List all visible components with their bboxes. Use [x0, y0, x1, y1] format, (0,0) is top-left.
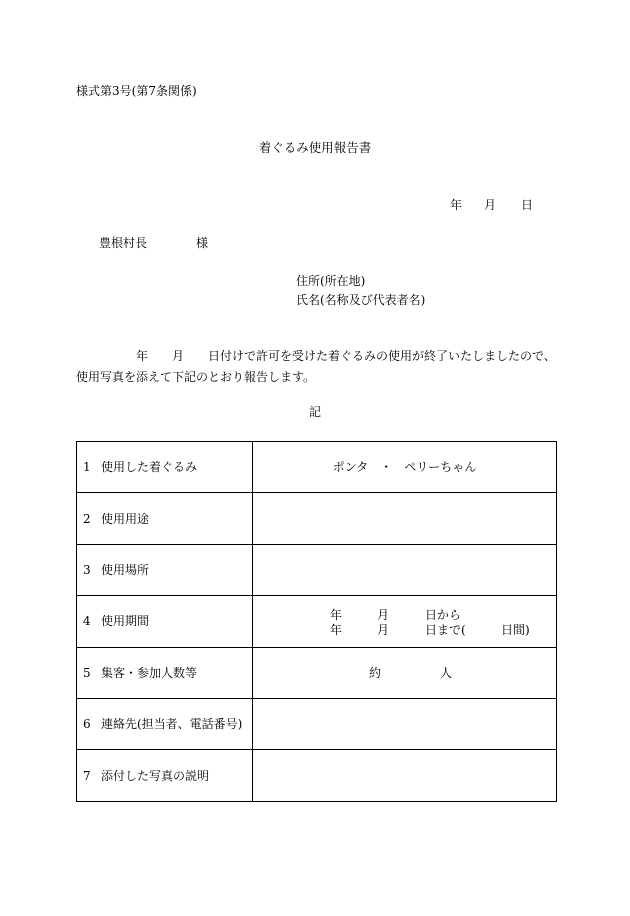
period-from-line — [253, 608, 556, 622]
row-label-attendance — [77, 647, 253, 698]
date-day-label: 日 — [521, 198, 534, 212]
body-text-line-2: 使用写真を添えて下記のとおり報告します。 — [76, 370, 316, 384]
attendance-approx: 約 — [369, 665, 382, 680]
row-label-photo — [77, 750, 253, 801]
row-number: 3 — [83, 562, 91, 577]
form-number: 様式第3号(第7条関係) — [76, 84, 197, 98]
period-from-year: 年 — [330, 608, 343, 623]
place-value-cell — [253, 544, 557, 595]
ki-label: 記 — [308, 405, 321, 419]
row-label-text: 集客・参加人数等 — [101, 665, 198, 680]
period-to-year: 年 — [330, 623, 343, 638]
period-from-day: 日から — [425, 608, 462, 623]
row-label-text: 使用場所 — [101, 562, 150, 577]
period-from-month: 月 — [377, 608, 390, 623]
contact-value-cell — [253, 698, 557, 749]
row-number: 5 — [83, 665, 91, 680]
costume-value: ポンタ ・ ペリーちゃん — [332, 460, 477, 475]
table-row — [77, 750, 557, 801]
period-to-line — [253, 623, 556, 637]
row-label-place — [77, 544, 253, 595]
row-number: 2 — [83, 511, 91, 526]
report-table — [76, 441, 557, 802]
row-label-period — [77, 596, 253, 647]
document-title: 着ぐるみ使用報告書 — [258, 140, 372, 155]
row-label-costume — [77, 442, 253, 493]
row-label-text: 使用用途 — [101, 511, 150, 526]
row-label-text: 使用した着ぐるみ — [101, 460, 198, 475]
row-label-text: 使用期間 — [101, 614, 150, 629]
table-row — [77, 647, 557, 698]
attendance-value-cell — [253, 647, 557, 698]
costume-value-cell — [253, 442, 557, 493]
period-to-month: 月 — [377, 623, 390, 638]
period-days: 日間) — [501, 623, 530, 638]
row-number: 1 — [83, 460, 91, 475]
recipient-honorific: 様 — [196, 236, 209, 250]
row-number: 6 — [83, 717, 91, 732]
table-row — [77, 493, 557, 544]
attendance-unit: 人 — [440, 665, 453, 680]
photo-value-cell — [253, 750, 557, 801]
purpose-value-cell — [253, 493, 557, 544]
date-month-label: 月 — [484, 198, 497, 212]
table-row — [77, 698, 557, 749]
body-year-label: 年 — [136, 349, 149, 363]
body-line1-rest: 日付けで許可を受けた着ぐるみの使用が終了いたしましたので、 — [208, 349, 556, 363]
table-row — [77, 544, 557, 595]
period-to-day: 日まで( — [425, 623, 466, 638]
applicant-address-label: 住所(所在地) — [296, 274, 366, 288]
body-month-label: 月 — [172, 349, 185, 363]
applicant-name-label: 氏名(名称及び代表者名) — [296, 293, 426, 307]
row-label-text: 添付した写真の説明 — [101, 768, 210, 783]
recipient-name: 豊根村長 — [99, 236, 148, 250]
period-value-cell — [253, 596, 557, 647]
row-label-contact — [77, 698, 253, 749]
row-label-text: 連絡先(担当者、電話番号) — [101, 717, 243, 732]
table-row — [77, 442, 557, 493]
table-row — [77, 596, 557, 647]
row-number: 4 — [83, 614, 91, 629]
row-number: 7 — [83, 768, 91, 783]
row-label-purpose — [77, 493, 253, 544]
date-year-label: 年 — [450, 198, 463, 212]
